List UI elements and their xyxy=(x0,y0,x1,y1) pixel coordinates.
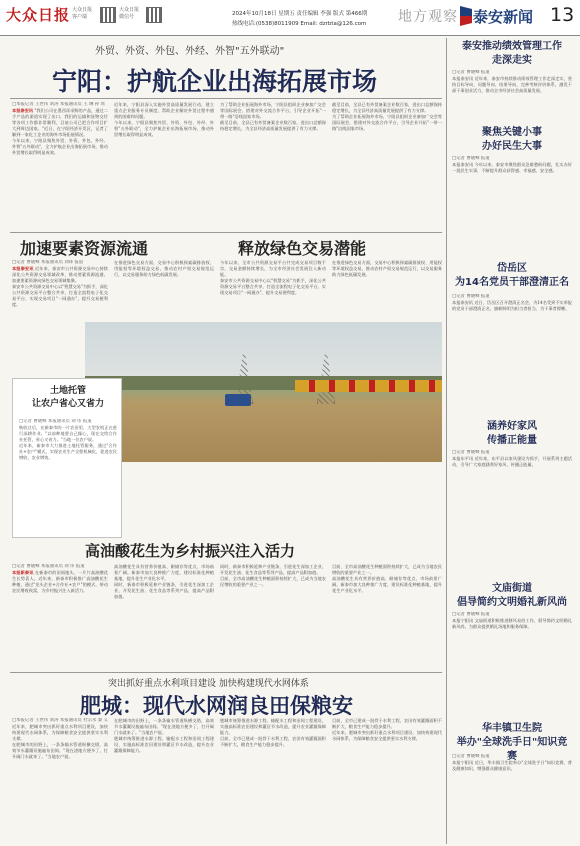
tractor-icon xyxy=(225,394,251,406)
second-headline-2: 释放绿色交易潜能 xyxy=(238,239,367,258)
right-body-5: □记者 曹晓峰 报道 本报宁阳讯 文庙街道积极推进移风易俗工作，倡导简约文明婚礼新风尚，为群众提供婚礼场地和服务保障。 xyxy=(452,612,572,629)
third-col-2: 高油酸花生具有营养价值高、耐储存等优点，市场前景广阔。新泰市加大良种推广力度，建设标准化种植基地，提升花生产业化水平。 同时，新泰市积极延伸产业链条，引进花生深加工企业，开发花生油、花生食品等系列产品，提高产品附加值。 xyxy=(114,564,214,599)
right-headline-6: 华丰镇卫生院 举办"全球洗手日"知识竞赛 xyxy=(456,723,568,762)
right-headline-3: 岱岳区 为14名党员干部澄清正名 xyxy=(455,263,569,288)
fourth-col-3: 肥城市统筹推进水源工程、输配水工程和田间工程建设，实施高标准农田建设和灌区节水改造，提升农业灌溉保障能力。 目前，全市已建成一批骨干水利工程，农田有效灌溉面积不断扩大，粮食生产能力稳步提升。 xyxy=(220,718,326,747)
right-body-3: □记者 曹晓峰 报道 本报泰安讯 近日，岱岳区召开澄清正名会，为14名受到不实举报的党员干部澄清正名，旗帜鲜明为担当者担当、为干事者撑腰。 xyxy=(452,294,572,311)
masthead xyxy=(0,0,580,36)
fourth-kicker: 突出抓好重点水利项目建设 加快构建现代水网体系 xyxy=(108,679,309,689)
divider xyxy=(10,672,442,673)
right-headline-5: 文庙街道 倡导简约文明婚礼新风尚 xyxy=(457,583,567,608)
right-body-6: □记者 曹晓峰 报道 本报宁阳讯 近日，华丰镇卫生院举办"全球洗手日"知识竞赛，普及健康知识，增强群众健康意识。 xyxy=(452,754,572,771)
divider xyxy=(10,98,442,99)
lead-col-3: 为了帮助企业拓展海外市场，宁阳县组织企业参加广交会等国际展会，搭建对外交流合作平台，引导企业开拓"一带一路"沿线国家市场。 截至目前，全县已有外贸备案企业数百家，进出口总额保持稳定增长，为全县经济高质量发展提供了有力支撑。 xyxy=(220,102,326,131)
right-headline-1: 泰安推动绩效管理工作 走深走实 xyxy=(462,41,562,66)
third-headline: 高油酸花生为乡村振兴注入活力 xyxy=(85,542,296,560)
fourth-col-4: 目前，全市已建成一批骨干水利工程，农田有效灌溉面积不断扩大，粮食生产能力稳步提升。 近年来，肥城市突出抓好重点水利项目建设，加快构建现代水网体系，为保障粮食安全提供坚实水利支撑。 xyxy=(332,718,442,741)
banner-strip xyxy=(295,380,442,392)
fourth-col-2: 在肥城市的田野上，一条条输水管道纵横交错，高效节水灌溉设施遍布田间。"现在浇地方便多了，打开阀门水就来了。"当地农户说。 肥城市统筹推进水源工程、输配水工程和田间工程建设，实施高标准农田建设和灌区节水改造，提升农业灌溉保障能力。 xyxy=(114,718,214,753)
inset-title: 土地托管 让农户省心又省力 xyxy=(31,386,104,409)
contact-meta: 热线电话:(0538)8011909 Email: dzrbta@126.com xyxy=(232,21,367,27)
newspaper-logo: 大众日报 xyxy=(6,6,71,24)
lead-col-2: 近年来，宁阳县深入实施外贸高质量发展行动，建立重点企业服务专员制度，帮助企业解决外贸过程中遇到的困难和问题。 今年以来，宁阳县聚焦外贸、外资、外包、外经、外智"五外联动"，全力护航企业出海拓展市场，推动外贸增长取得明显成效。 xyxy=(114,102,214,137)
right-headline-2: 聚焦关键小事 办好民生大事 xyxy=(482,127,542,152)
farm-photo xyxy=(85,322,442,462)
lead-headline: 宁阳：护航企业出海拓展市场 xyxy=(52,67,378,96)
section-label-gray: 地方观察 xyxy=(398,9,458,25)
fourth-col-1: □本报记者 王世伟 刘涛 本报通讯员 杜宗永 秦 义 近年来，肥城市突出抓好重点水利项目建设，加快构建现代水网体系，为保障粮食安全提供坚实水利支撑。 在肥城市的田野上，一条条输水管道纵横交错，高效节水灌溉设施遍布田间。"现在浇地方便多了，打开阀门水就来了。"当地农户说。 xyxy=(12,718,108,759)
second-col-1: □记者 曹晓峰 本报通讯员 刘锋 报道 本报泰安讯 近年来，泰安市公共资源交易中心持续深化公共资源交易领域改革，推动要素资源流通，加速要素资源向绿色交易领域集聚。 泰安市公共资源交易中心以"智慧交易"为抓手，深化公共资源交易平台整合共享，打造全流程电子化交易平台，实现交易项目"一网通办"，提升交易便利度。 xyxy=(12,260,108,307)
lead-col-1: □本报记者 王世伟 刘涛 本报通讯员 王 琳 孙 瑶 本报泰安讯 "我们公司在墨西哥采购的产品，通过二手产品的渠道实现了出口，我们的运输和货物交付等各项工作都非常顺利，目前公司已把合作项目扩大到周边国家。"近日，在宁阳经济开发区，记者了解到一家化工企业的海外市场拓展情况。 今年以来，宁阳县聚焦外贸、外资、外包、外经、外智"五外联动"，全力护航企业出海拓展市场，推动外贸增长取得明显成效。 xyxy=(12,102,108,155)
right-body-4: □记者 曹晓峰 报道 本报东平讯 近年来，东平县以家风建设为抓手，开展系列主题活动，引导广大家庭涵养好家风、传播正能量。 xyxy=(452,450,572,467)
lead-kicker: 外贸、外资、外包、外经、外智"五外联动" xyxy=(95,46,285,57)
third-col-3: 同时，新泰市积极延伸产业链条，引进花生深加工企业，开发花生油、花生食品等系列产品，提高产品附加值。 目前，全市高油酸花生种植面积持续扩大，已成为当地农民增收的重要产业之一。 xyxy=(220,564,326,587)
inset-story xyxy=(12,378,122,538)
divider xyxy=(10,232,442,233)
column-divider xyxy=(446,38,447,844)
second-headline-1: 加速要素资源流通 xyxy=(20,239,149,258)
right-body-1: □记者 曹晓峰 报道 本报泰安讯 近年来，泰安市持续推动绩效管理工作走深走实，坚持目标导向、问题导向、结果导向，完善考核评价体系，激发干部干事创业活力，推动全市经济社会高质量发展。 xyxy=(452,70,572,93)
inset-body: □记者 曹晓峰 本报通讯员 刘 伟 报道 秋收过后，在新泰市的一片农田里，大型农机正在进行深耕作业。"以前种地要自己操心，现在交给合作社托管，省心又省力。"当地一位农户说。 近年来，新泰市大力推进土地托管服务，通过"合作社+农户"模式，实现农业生产全程机械化，促进农民增收、农业增效。 xyxy=(19,419,117,460)
page-number: 13 xyxy=(550,4,575,26)
issue-meta: 2024年10月18日 星期五 责任编辑 李强 版式 第466期 xyxy=(232,11,368,17)
right-body-2: □记者 曹晓峰 报道 本报泰安讯 今年以来，泰安市聚焦群众急难愁盼问题，扎实办好一批民生实事，不断提升群众获得感、幸福感、安全感。 xyxy=(452,156,572,173)
third-col-1: □记者 曹晓峰 本报通讯员 刘 伟 报道 本报新泰讯 在新泰市的田间地头，一片片高油酸花生长势喜人。近年来，新泰市积极推广高油酸花生种植，通过"龙头企业+合作社+农户"的模式，带动农民增收致富，为乡村振兴注入新活力。 xyxy=(12,564,108,593)
lead-col-4: 截至目前，全县已有外贸备案企业数百家，进出口总额保持稳定增长，为全县经济高质量发展提供了有力支撑。 为了帮助企业拓展海外市场，宁阳县组织企业参加广交会等国际展会，搭建对外交流合作平台，引导企业开拓"一带一路"沿线国家市场。 xyxy=(332,102,442,131)
second-col-4: 在推进绿色交易方面，交易中心积极探索碳排放权、用能权等环境权益交易，推动农村产权交易规范运行，以交易服务助力绿色低碳发展。 xyxy=(332,260,442,277)
fourth-headline: 肥城：现代水网润良田保粮安 xyxy=(80,694,353,718)
qr-code-icon xyxy=(146,7,162,23)
third-col-4: 目前，全市高油酸花生种植面积持续扩大，已成为当地农民增收的重要产业之一。 高油酸花生具有营养价值高、耐储存等优点，市场前景广阔。新泰市加大良种推广力度，建设标准化种植基地，提升花生产业化水平。 xyxy=(332,564,442,593)
second-col-2: 在推进绿色交易方面，交易中心积极探索碳排放权、用能权等环境权益交易，推动农村产权交易规范运行，以交易服务助力绿色低碳发展。 xyxy=(114,260,214,277)
section-flag-icon xyxy=(460,6,472,26)
qr-code-icon xyxy=(100,7,116,23)
logo-subtext: 大众日报 客户端 xyxy=(72,7,93,20)
section-label: 泰安新闻 xyxy=(473,8,534,26)
logo-subtext-2: 大众日报 微信号 xyxy=(119,7,140,20)
second-col-3: 今年以来，全市公共资源交易平台共完成交易项目数千宗，交易金额持续增长，为全市经济社会发展注入新动能。 泰安市公共资源交易中心以"智慧交易"为抓手，深化公共资源交易平台整合共享，打造全流程电子化交易平台，实现交易项目"一网通办"，提升交易便利度。 xyxy=(220,260,326,295)
right-headline-4: 涵养好家风 传播正能量 xyxy=(487,421,537,446)
